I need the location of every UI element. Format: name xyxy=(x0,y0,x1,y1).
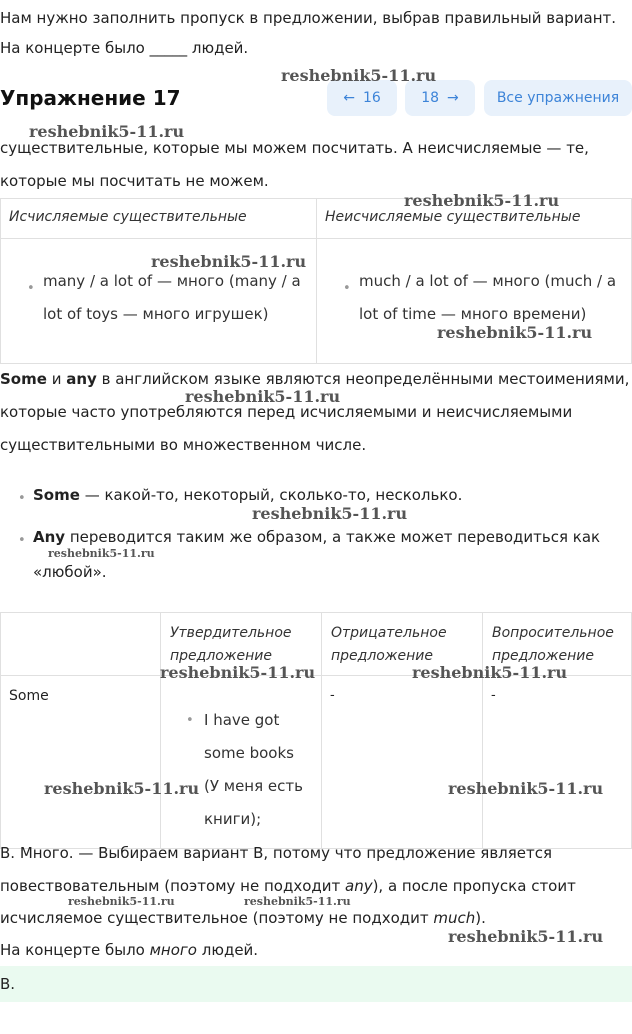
watermark: reshebnik5-11.ru xyxy=(244,895,351,908)
table2-header-negative: Отрицательное предложение xyxy=(322,613,483,676)
explanation-line-2b: ), а после пропуска стоит xyxy=(372,877,576,895)
table2-cell-affirmative xyxy=(161,676,322,849)
explanation-line-3-em: much xyxy=(433,909,476,927)
arrow-left-icon: ← xyxy=(343,90,355,106)
watermark: reshebnik5-11.ru xyxy=(448,927,604,946)
intro-line-2: На концерте было _____ людей. xyxy=(0,39,249,57)
arrow-right-icon: → xyxy=(447,90,459,106)
explanation-line-4 xyxy=(0,940,258,960)
watermark: reshebnik5-11.ru xyxy=(252,504,408,523)
next-exercise-button[interactable] xyxy=(405,80,475,116)
answer-text: B. xyxy=(0,975,16,993)
explanation-line-4-em: много xyxy=(149,941,197,959)
bullet-some-rest: — какой-то, некоторый, сколько-то, несколько. xyxy=(79,486,463,504)
explanation-line-2 xyxy=(0,876,576,896)
bullet-any-rest: переводится таким же образом, а также может переводиться как xyxy=(65,528,601,546)
table2-example-3: (У меня есть xyxy=(204,777,303,795)
bullet-any xyxy=(33,527,600,547)
prev-exercise-button[interactable] xyxy=(327,80,397,116)
bullet-some-bold: Some xyxy=(33,486,80,504)
table2-cell-question: - xyxy=(483,676,632,849)
next-exercise-label: 18 xyxy=(421,90,440,106)
bullet-any-bold: Any xyxy=(33,528,66,546)
table1-col1-line2: lot of toys — много игрушек) xyxy=(43,305,269,323)
para2-some: Some xyxy=(0,370,47,388)
watermark: reshebnik5-11.ru xyxy=(185,387,341,406)
watermark: reshebnik5-11.ru xyxy=(68,895,175,908)
table2-header-affirmative: Утвердительное предложение xyxy=(161,613,322,676)
explanation-line-4a: На концерте было xyxy=(0,941,150,959)
answer-box xyxy=(0,966,632,1002)
watermark: reshebnik5-11.ru xyxy=(48,547,155,560)
table2-example-1: I have got xyxy=(204,711,280,729)
explanation-line-2a: повествовательным (поэтому не подходит xyxy=(0,877,345,895)
bullet-some xyxy=(33,485,462,505)
all-exercises-label: Все упражнения xyxy=(496,90,620,106)
para2-line-1 xyxy=(0,369,629,389)
explanation-line-1: B. Много. — Выбираем вариант B, потому что предложение является xyxy=(0,844,553,862)
explanation-line-2-em: any xyxy=(345,877,373,895)
watermark: reshebnik5-11.ru xyxy=(448,779,604,798)
para2-and: и xyxy=(46,370,67,388)
table2-header-question: Вопросительное предложение xyxy=(483,613,632,676)
bullet-dot-2: • xyxy=(18,533,26,548)
watermark: reshebnik5-11.ru xyxy=(44,779,200,798)
para1-line-2: которые мы посчитать не можем. xyxy=(0,172,269,190)
table2-header-empty xyxy=(1,613,161,676)
para1-line-1: существительные, которые мы можем посчитать. А неисчисляемые — те, xyxy=(0,139,589,157)
para2-rest: в английском языке являются неопределёнными местоимениями, xyxy=(96,370,630,388)
para2-line-2: которые часто употребляются перед исчисляемыми и неисчисляемыми xyxy=(0,403,573,421)
explanation-line-4b: людей. xyxy=(196,941,259,959)
watermark: reshebnik5-11.ru xyxy=(412,663,568,682)
table1-col2-line2: lot of time — много времени) xyxy=(359,305,587,323)
table2-bullet: • xyxy=(186,713,194,728)
para2-line-3: существительными во множественном числе. xyxy=(0,436,367,454)
table1-header-uncountable: Неисчисляемые существительные xyxy=(317,199,632,239)
table1-header-countable: Исчисляемые существительные xyxy=(1,199,317,239)
explanation-line-3b: ). xyxy=(475,909,486,927)
explanation-line-3 xyxy=(0,908,486,928)
some-any-table xyxy=(0,612,632,849)
table1-col1-line1: • many / a lot of — много (many / a xyxy=(43,272,301,290)
table1-col2-line1: • much / a lot of — много (much / a xyxy=(359,272,616,290)
bullet-any-line2: «любой». xyxy=(33,563,107,581)
explanation-line-3a: исчисляемое существительное (поэтому не подходит xyxy=(0,909,434,927)
watermark: reshebnik5-11.ru xyxy=(160,663,316,682)
watermark: reshebnik5-11.ru xyxy=(404,191,560,210)
watermark: reshebnik5-11.ru xyxy=(281,66,437,85)
prev-exercise-label: 16 xyxy=(362,90,381,106)
all-exercises-button[interactable] xyxy=(484,80,632,116)
table2-row-label: Some xyxy=(1,676,161,849)
watermark: reshebnik5-11.ru xyxy=(437,323,593,342)
table1-cell-uncountable xyxy=(317,239,632,364)
table2-cell-negative: - xyxy=(322,676,483,849)
watermark: reshebnik5-11.ru xyxy=(29,122,185,141)
intro-line-1: Нам нужно заполнить пропуск в предложении, выбрав правильный вариант. xyxy=(0,9,617,27)
exercise-title: Упражнение 17 xyxy=(0,86,181,110)
table2-example-2: some books xyxy=(204,744,294,762)
para2-any: any xyxy=(66,370,97,388)
bullet-dot-1: • xyxy=(18,491,26,506)
table2-example-4: книги); xyxy=(204,810,262,828)
watermark: reshebnik5-11.ru xyxy=(151,252,307,271)
